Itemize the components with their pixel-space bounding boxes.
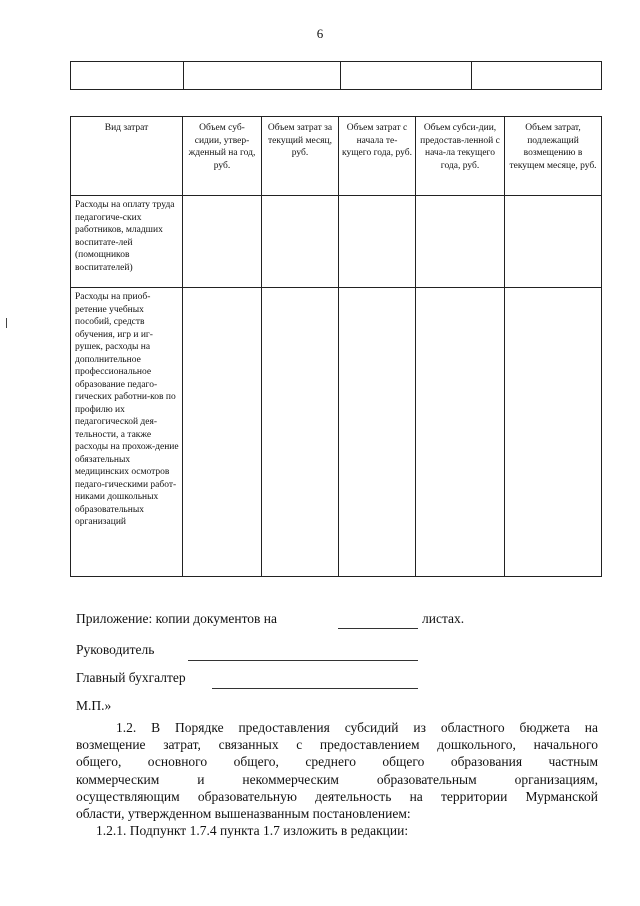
header-costs-month: Объем затрат за текущий месяц, руб. bbox=[262, 117, 339, 196]
table-cell bbox=[505, 196, 602, 288]
table-header-row bbox=[71, 117, 602, 196]
table-cell bbox=[184, 62, 341, 90]
table-cell bbox=[505, 288, 602, 577]
table-cell bbox=[416, 288, 505, 577]
header-subsidy-provided: Объем субси-дии, предостав-ленной с нача-ла текущего года, руб. bbox=[416, 117, 505, 196]
accountant-label: Главный бухгалтер bbox=[76, 670, 186, 685]
margin-mark bbox=[6, 318, 7, 328]
stamp-label: М.П.» bbox=[76, 698, 112, 713]
paragraph-line: коммерческим и некоммерческим образовательным организациям, bbox=[76, 771, 598, 787]
accountant-signature-line bbox=[212, 688, 418, 689]
header-subsidy-approved: Объем суб-сидии, утвер-жденный на год, руб. bbox=[183, 117, 262, 196]
table-cell bbox=[262, 288, 339, 577]
expenses-table bbox=[70, 116, 602, 577]
appendix-label: Приложение: копии документов на bbox=[76, 611, 278, 626]
top-table-fragment bbox=[70, 61, 602, 90]
subparagraph-1-2-1: 1.2.1. Подпункт 1.7.4 пункта 1.7 изложить в редакции: bbox=[96, 823, 409, 839]
header-cost-type: Вид затрат bbox=[71, 117, 183, 196]
head-signature-line bbox=[188, 660, 418, 661]
table-row bbox=[71, 196, 602, 288]
paragraph-1-2 bbox=[76, 719, 598, 839]
table-row bbox=[71, 288, 602, 577]
sheet-count-line bbox=[338, 628, 418, 629]
header-costs-to-reimburse: Объем затрат, подлежащий возмещению в текущем месяце, руб. bbox=[505, 117, 602, 196]
header-costs-year: Объем затрат с начала те-кущего года, руб. bbox=[339, 117, 416, 196]
table-cell bbox=[71, 62, 184, 90]
table-cell bbox=[339, 196, 416, 288]
paragraph-line: 1.2. В Порядке предоставления субсидий из областного бюджета на bbox=[116, 720, 598, 735]
table-cell bbox=[183, 196, 262, 288]
table-cell bbox=[416, 196, 505, 288]
paragraph-line: области, утвержденном вышеназванным постановлением: bbox=[76, 806, 411, 822]
paragraph-line: возмещение затрат, связанных с предоставлением дошкольного, начального bbox=[76, 737, 598, 753]
paragraph-line: осуществляющим образовательную деятельность на территории Мурманской bbox=[76, 788, 598, 804]
row-label-materials: Расходы на приоб-ретение учебных пособий, средств обучения, игр и иг-рушек, расходы на дополнительное профессиональное образование педаго-гических работни-ков по профилю их педагогической дея-тельности, а также расходы на прохож-дение обязательных медицинских осмотров педаго-гическими работ-никами дошкольных образовательных организаций bbox=[71, 288, 183, 577]
table-cell bbox=[341, 62, 472, 90]
page-number: 6 bbox=[316, 26, 324, 41]
paragraph-line: общего, основного общего, среднего общего образования частным bbox=[76, 754, 598, 770]
table-cell bbox=[262, 196, 339, 288]
table-cell bbox=[472, 62, 602, 90]
table-cell bbox=[339, 288, 416, 577]
head-label: Руководитель bbox=[76, 642, 155, 657]
row-label-salary: Расходы на оплату труда педагогиче-ских работников, младших воспитате-лей (помощников воспитателей) bbox=[71, 196, 183, 288]
table-cell bbox=[183, 288, 262, 577]
appendix-suffix: листах. bbox=[422, 611, 465, 626]
